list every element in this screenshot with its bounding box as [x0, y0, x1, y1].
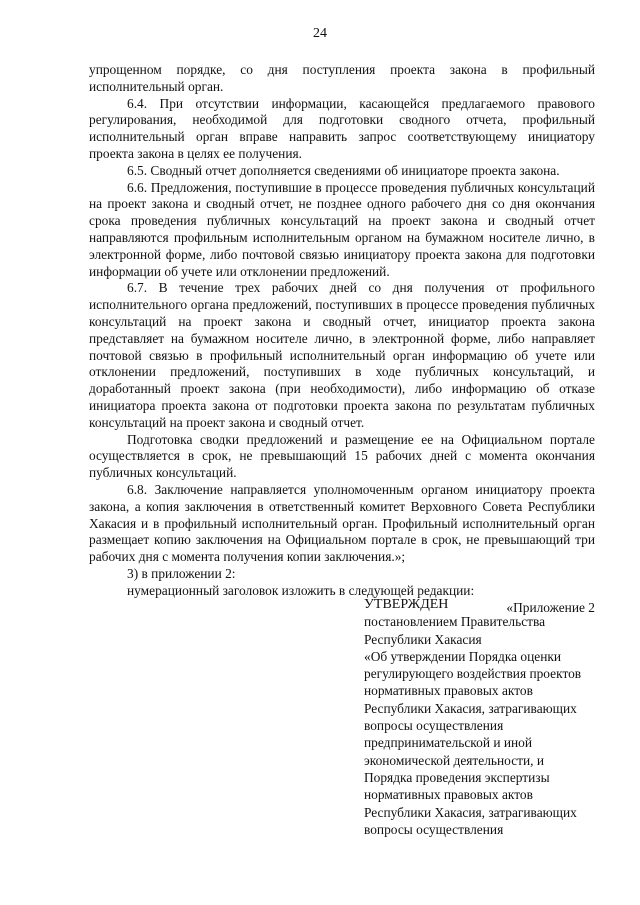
approval-line: нормативных правовых актов: [364, 683, 533, 699]
approval-line: Республики Хакасия, затрагивающих: [364, 700, 577, 716]
document-body: [89, 62, 595, 616]
approval-line: вопросы осуществления: [364, 821, 504, 837]
paragraph-appendix-2-item: 3) в приложении 2:: [127, 565, 236, 581]
paragraph-heading-instruction: нумерационный заголовок изложить в следующей редакции:: [127, 582, 475, 598]
appendix-2-heading: «Приложение 2: [506, 599, 595, 615]
paragraph-6-7: 6.7. В течение трех рабочих дней со дня получения от профильного исполнительного органа предложений, поступивших в процессе проведения публичных консультаций на проект закона и сводный отчет, инициатор проекта закона представляет на бумажном носителе лично, в электронной форме, либо направляет почтовой связью в профильный исполнительный орган информацию об учете или отклонении предложений, поступивших в ходе публичных консультаций, и доработанный проект закона (при необходимости), либо информацию об отказе инициатора проекта закона от подготовки проекта закона по результатам публичных консультаций на проект закона и сводный отчет.: [89, 280, 595, 430]
paragraph-6-5: 6.5. Сводный отчет дополняется сведениями об инициаторе проекта закона.: [127, 162, 560, 178]
approval-block: [364, 596, 604, 838]
approval-line: регулирующего воздействия проектов: [364, 666, 582, 682]
paragraph-continuation: упрощенном порядке, со дня поступления проекта закона в профильный исполнительный орган.: [89, 62, 595, 94]
paragraph-6-4: 6.4. При отсутствии информации, касающейся предлагаемого правового регулирования, необходимой для подготовки сводного отчета, профильный исполнительный орган вправе направить запрос соответствующему инициатору проекта закона в целях ее получения.: [89, 95, 595, 161]
approval-line: «Об утверждении Порядка оценки: [364, 648, 562, 664]
paragraph-summary-preparation: Подготовка сводки предложений и размещение ее на Официальном портале осуществляется в срок, не превышающий 15 рабочих дней с момента окончания публичных консультаций.: [89, 431, 595, 481]
approval-heading: УТВЕРЖДЕН: [364, 597, 449, 612]
approval-line: Порядка проведения экспертизы: [364, 769, 550, 785]
page-number: 24: [313, 26, 327, 41]
paragraph-6-6: 6.6. Предложения, поступившие в процессе проведения публичных консультаций на проект закона и сводный отчет, не позднее одного рабочего дня со дня окончания срока проведения публичных консультаций на проект закона и сводный отчет направляются профильным исполнительным органом на бумажном носителе лично, в электронной форме, либо почтовой связью инициатору проекта закона для подготовки информации об учете или отклонении предложений.: [89, 179, 595, 279]
paragraph-6-8: 6.8. Заключение направляется уполномоченным органом инициатору проекта закона, а копия заключения в ответственный комитет Верховного Совета Республики Хакасия и в профильный исполнительный орган. Профильный исполнительный орган размещает копию заключения на Официальном портале в срок, не превышающий три рабочих дня с момента получения копии заключения.»;: [89, 481, 595, 565]
approval-line: вопросы осуществления: [364, 718, 504, 734]
approval-line: предпринимательской и иной: [364, 735, 533, 751]
approval-line: постановлением Правительства: [364, 614, 546, 630]
approval-line: Республики Хакасия, затрагивающих: [364, 804, 577, 820]
approval-line: Республики Хакасия: [364, 631, 482, 647]
approval-line: экономической деятельности, и: [364, 752, 545, 768]
approval-line: нормативных правовых актов: [364, 787, 533, 803]
